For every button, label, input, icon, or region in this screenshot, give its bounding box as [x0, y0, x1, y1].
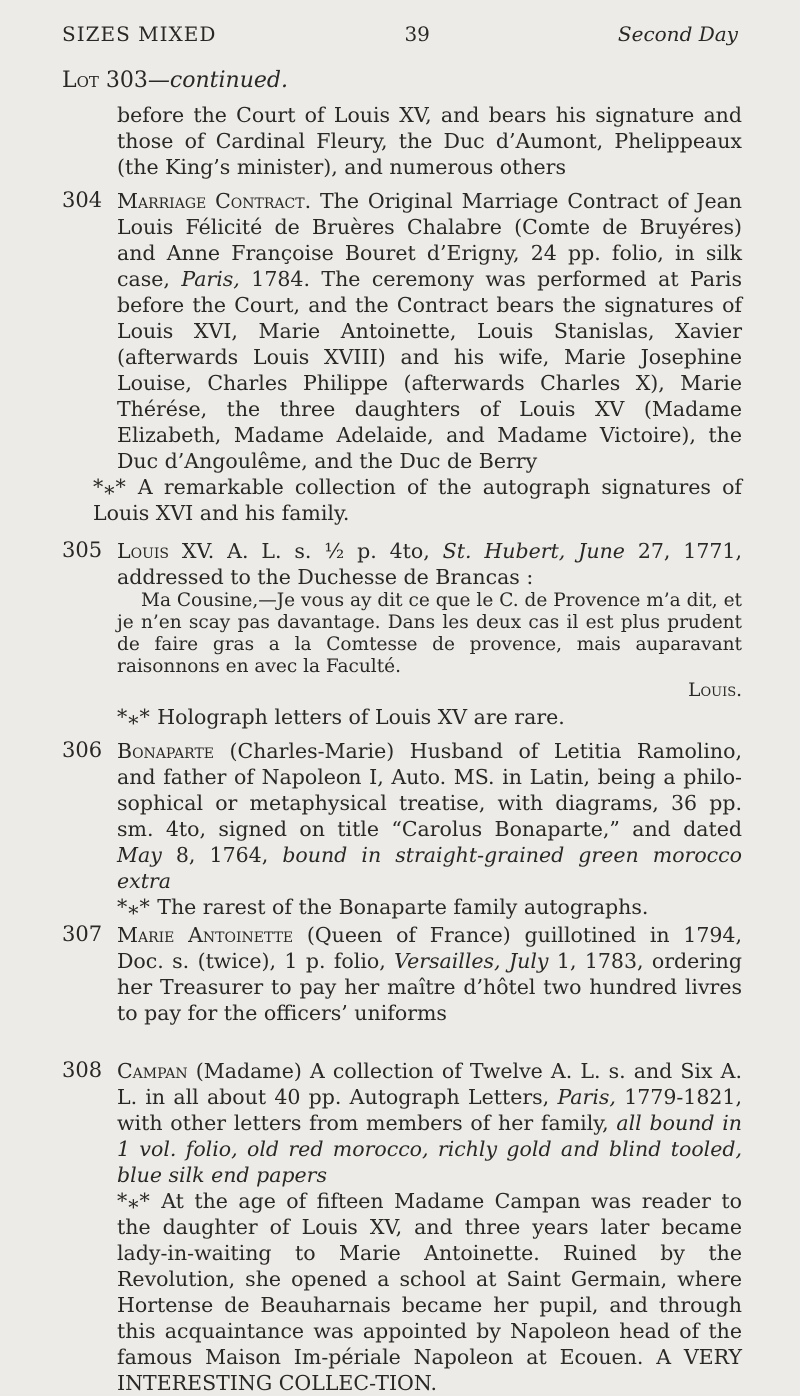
lot-text: before the Court of Louis XV, and bears his signature and those of Cardinal Fleury, the Duc d’Aumont, Phelippeaux (the King’s minister), and numerous others [117, 103, 742, 179]
page-number: 39 [404, 22, 430, 46]
lot-text: (Madame) A collection of Twelve A. L. s. and Six A. L. in all about 40 pp. Autograph Letters, [117, 1059, 742, 1109]
lot-body [117, 738, 742, 920]
lot-heading: Marriage Contract. [117, 189, 312, 213]
letter-quote: Ma Cousine,—Je vous ay dit ce que le C. de Provence m’a dit, et je n’en scay pas davantage. Dans les deux cas il est plus prudent de faire gras a la Comtesse de provence, mais auparavant raisonnons en avec la Faculté. [117, 590, 742, 677]
continued-label: —continued. [147, 68, 288, 93]
asterism: *⁎* [93, 475, 127, 499]
binding-description: bound in straight-grained green morocco extra [117, 843, 742, 893]
lot-text-cont: 8, 1764, [175, 843, 269, 867]
lot-number: 305 [62, 538, 103, 562]
lot-continued-heading [62, 68, 288, 93]
note-text: At the age of fifteen Madame Campan was reader to the daughter of Louis XV, and three years later became lady-in-waiting to Marie Antoinette. Ruined by the Revolution, she opened a school at Saint Germain, where Hortense de Beauharnais became her pupil, and through this acquaintance was appointed by Napoleon head of the famous Maison Im-périale Napoleon at Ecouen. [117, 1189, 742, 1369]
running-head-left: SIZES MIXED [62, 22, 217, 46]
lot-note [117, 704, 742, 730]
note-caps: A VERY INTERESTING COLLEC-TION. [117, 1345, 742, 1395]
lot-number: 308 [62, 1058, 103, 1082]
note-text: Holograph letters of Louis XV are rare. [157, 705, 565, 729]
lot-text-cont: 1779-1821, with other letters from members of her family, [117, 1085, 742, 1135]
lot-text-cont: 1, 1783, ordering her Treasurer to pay her maître d’hôtel two hundred livres to pay for the officers’ uniforms [117, 949, 742, 1025]
lot-body [117, 922, 742, 1026]
lot-note [117, 1188, 742, 1396]
lot-body [117, 1058, 742, 1396]
lot-text: (Queen of France) guillotined in 1794, Doc. s. (twice), 1 p. folio, [117, 923, 742, 973]
lot-heading: Marie Antoinette [117, 923, 294, 947]
letter-signature: Louis. [688, 680, 742, 701]
lot-place: Versailles, July [394, 949, 549, 973]
lot-text-cont: 1784. The ceremony was performed at Paris before the Court, and the Contract bears the signatures of Louis XVI, Marie Antoinette, Louis Stanislas, Xavier (afterwards Louis XVIII) and his wife, Marie Josephine Louise, Charles Philippe (afterwards Charles X), Marie Thérése, the three daughters of Louis XV (Madame Elizabeth, Madame Adelaide, and Madame Victoire), the Duc d’Angoulême, and the Duc de Berry [117, 267, 742, 473]
lot-note [93, 474, 742, 526]
lot-word: Lot [62, 68, 99, 93]
note-text: A remarkable collection of the autograph signatures of Louis XVI and his family. [93, 475, 742, 525]
lot-body [93, 188, 742, 526]
lot-place: St. Hubert, June [442, 539, 625, 563]
lot-heading: Bonaparte [117, 739, 215, 763]
note-text: The rarest of the Bonaparte family autographs. [157, 895, 649, 919]
lot-body [117, 102, 742, 180]
lot-place: Paris, [557, 1085, 616, 1109]
running-head-right: Second Day [617, 22, 738, 46]
lot-number: 304 [62, 188, 103, 212]
lot-heading: Campan [117, 1059, 188, 1083]
asterism: *⁎* [117, 1189, 151, 1213]
lot-number: 303 [105, 68, 148, 93]
lot-number: 306 [62, 738, 103, 762]
lot-text: The Original Marriage Contract of Jean Louis Félicité de Bruères Chalabre (Comte de Bruyéres) and Anne Françoise Bouret d’Erigny, 24 pp. folio, in silk case, [117, 189, 742, 291]
lot-place: May [117, 843, 162, 867]
lot-text-cont: 27, 1771, addressed to the Duchesse de Brancas : [117, 539, 742, 589]
asterism: *⁎* [117, 895, 151, 919]
asterism: *⁎* [117, 705, 151, 729]
lot-text: (Charles-Marie) Husband of Letitia Ramolino, and father of Napoleon I, Auto. MS. in Latin, being a philo-sophical or metaphysical treatise, with diagrams, 36 pp. sm. 4to, signed on title “Carolus Bonaparte,” and dated [117, 739, 742, 841]
running-head [62, 22, 738, 46]
lot-heading: Louis XV. [117, 539, 215, 563]
lot-place: Paris, [181, 267, 240, 291]
binding-description: all bound in 1 vol. folio, old red morocco, richly gold and blind tooled, blue silk end papers [117, 1111, 742, 1187]
lot-text: A. L. s. ½ p. 4to, [227, 539, 430, 563]
lot-number: 307 [62, 922, 103, 946]
lot-body [117, 538, 742, 730]
lot-note [117, 894, 742, 920]
